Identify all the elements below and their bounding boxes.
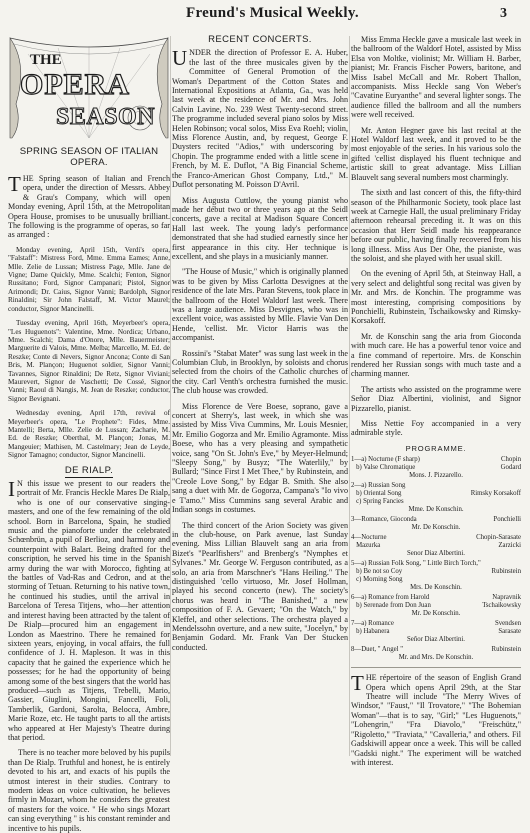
- concert-paragraph: The third concert of the Arion Society was given in the club-house, on Park avenue, last Sunday evening. Miss Lillian Blauvelt sang an aria from Bizet's "Pearlfishers" and Brenberg's "Nymphes et Sylvanes." Mr. George W. Ferguson contributed, as a solo, an aria from Marschner's "Hans Heiling." The distinguished 'cello virtuoso, Mr. Josef Hollman, played his second concerto (new). The society's chorus was heard in "The Banished," a new composition of F. A. Gevaert; "On the Watch," by Kleffel, and other selections. The orchestra played a Mendelssohn overture, and a new suite, "Jocelyn," by Benjamin Godard. Mr. Frank Van Der Stucken conducted.: [172, 520, 348, 652]
- concert-text: NDER the direction of Professor E. A. Huber, the last of the three musicales given by the Committee of General Promotion of the Woman's Department of the Cotton States and International Expositions at Atlanta, Ga., was held last week at the residence of Mr. and Mrs. John Calvin Lavine, No. 239 West Twenty-second street. The programme included several piano solos by Miss Helen Robinson; vocal solos, Miss Eva Roehl; violin, Miss Florence Austin, and, by request, George F. Duysters recited "Adios," with underscoring by Chopin. The programme ended with a little scene in French, by M. E. Duflot, "A Big Financial Scheme, the Franco-American Ghost Company, Ltd.," M. Duflot personating M. Poisson D'Avril.: [172, 48, 348, 190]
- composer-name: Ponchielli: [493, 516, 521, 524]
- programme-item: [351, 646, 521, 662]
- concert-paragraph: Miss Emma Heckle gave a musicale last week in the ballroom of the Waldorf Hotel, assisted by Miss Elsa von Moltke, violinist; Mr. William H. Barber, pianist; Mr. Francis Fischer Powers, baritone, and Miss Isabel McCall and Mr. Robert Thallon, accompanists. Miss Heckle sang Von Weber's "Cavatine Euryanthe" and several lighter songs. The audience filled the ballroom and all the numbers were well received.: [351, 35, 521, 120]
- programme-title: PROGRAMME.: [405, 443, 467, 453]
- dropcap: T: [8, 172, 21, 196]
- opera-season-text: HE répertoire of the season of English Grand Opera which opens April 29th, at the Star Theatre will include "The Merry Wives of Windsor," "Faust," "Il Trovatore," "The Bohemian Woman"—that is to say, "Girl;" "Les Huguenots," "Lohengrin," "Fra Diavolo," "Freischütz," "Rigoletto," "Traviata," "Cavalleria," and others. Fil Gadskiwill appear once a week. This will be called "Gadski night." The experiment will be watched with interest.: [351, 673, 521, 767]
- piece-title: 7—a) Romance: [351, 620, 394, 628]
- logo-text-season: SEASON: [56, 104, 156, 130]
- logo-text-the: THE: [30, 52, 62, 68]
- piece-title: 3—Romance, Gioconda: [351, 516, 417, 524]
- composer-name: Rubinstein: [491, 568, 521, 576]
- piece-title: c) Morning Song: [351, 576, 403, 584]
- column-middle: [172, 32, 348, 760]
- piece-title: 2—a) Russian Song: [351, 482, 406, 490]
- performer-name: Mr. De Konschin.: [411, 610, 461, 618]
- concert-paragraph: "The House of Music," which is originally planned was to be given by Miss Carlotta Desvignes at the residence of the late Mrs. Paran Stevens, took place in the ballroom of the Hotel Waldorf last week. There was a large audience. Miss Desvignes, who was in excellent voice, was assisted by Mlle. Flavie Van Den Hende, 'cellist. Mr. Victor Harris was the accompanist.: [172, 267, 348, 343]
- derialp-text-1: N this issue we present to our readers the portrait of Mr. Francis Heckle Mares De Rialp, who is one of our conservative singing-masters, and one of the few remaining of the old school. Born in Barcelona, Spain, he studied music and the pianoforte under the celebrated Schœnbrün, a pupil of Berlioz, and harmony and counterpoint with Balart. Being drafted for the conscription, he served his time in the Spanish army during the war with Morocco, fighting at the battles of Vad-Ras and Cedron, and at the storming of Tetuan. Returning to his native town, he continued his studies, until the arrival in Barcelona of Teresa Titjens, who—her attention and interest having been attracted by the talent of De Rialp—procured him an engagement in London as Maestrino. There he remained for sixteen years, enjoying, in vocal affairs, the full confidence of J. H. Mapleson. It was in this capacity that he gained the experience which he possesses; for he had the opportunity of being among some of the best singers that the world has produced—such as Titjens, Trebelli, Mario, Gassier, Giuglini, Mongini, Fancelli, Foli, Tamberlik, Gardoni, Sarolta, Belocca, Ambre, Marie Roze, etc. He taught parts to all the artists who appeared at Her Majesty's Theatre during that period.: [8, 479, 170, 742]
- piece-title: 5—a) Russian Folk Song, " Little Birch Torch,": [351, 560, 481, 568]
- programme-item: [351, 534, 521, 558]
- programme-piece: [351, 498, 521, 506]
- programme-piece: [351, 646, 521, 654]
- programme-piece: [351, 560, 521, 568]
- tuesday-cast: Tuesday evening, April 16th, Meyerbeer's opera, "Les Huguenots": Valentine, Mme. Nordica; Urbano, Mme. Scalchi; Dama d'Onore, Mlle. Bauermeister; Marguerite di Valois, Mme. Melba; Marcello, M. Ed. de Reszke; Conte di Nevers, Signor Ancona; Conte di San Bris, M. Plançon; Huguenot soldier, Signor Vanni; Tavannes, Signor Rinaldini; De Retz, Signor Viviani; Maurevert, Signor de Vaschetti; De Cossé, Signor Vanni; Raoul di Nangis, M. Jean de Reszke; conductor, Signor Bevignani.: [8, 319, 170, 403]
- concert-paragraph: Miss Florence de Vere Boese, soprano, gave a concert at Sherry's, last week, in which she was assisted by Miss Viva Cummins, Mr. Louis Mesnier, Mr. Emilio Gogorza and Mr. Emilio Agramonte. Miss Boese, who has a very pleasing and sympathetic voice, sang "On St. John's Eve," by Meyer-Helmund; "Sleepy Song," by Busyz; "The Waterlily," by Bullard; "Since First I Met Thee," by Rubinstein, and "Creole Love Song," by Edgar B. Smith. She also sang a duet with Mr. de Gogorza, Campana's "Io vivo e T'amo." Miss Cummins sang several Arabic and Indian songs in costumes.: [172, 401, 348, 515]
- concert-paragraph: The sixth and last concert of this, the fifty-third season of the Philharmonic Society, took place last week at Carnegie Hall, the usual preliminary Friday afternoon rehearsal preceding it. It was on this occasion that Herr Seidl made his reappearance before our public, having finally recovered from his long illness. Miss Aus Der Ohe, the pianiste, was the soloist, and she played with her usual skill.: [351, 188, 521, 263]
- performer-name: Mons. J. Pizzarello.: [409, 472, 463, 480]
- composer-name: Godard: [500, 464, 521, 472]
- piece-title: b) Habanera: [351, 628, 390, 636]
- programme-piece: [351, 568, 521, 576]
- opera-season-illustration: [8, 34, 170, 142]
- composer-name: Chopin-Sarasate: [476, 534, 521, 542]
- page-number: 3: [500, 6, 507, 21]
- derialp-paragraph-1: [8, 479, 170, 742]
- programme-list: [351, 456, 521, 662]
- logo-text-opera: OPERA: [20, 68, 130, 101]
- programme-item: [351, 594, 521, 618]
- performer-name: Mrs. De Konschin.: [410, 584, 462, 592]
- programme-item: [351, 482, 521, 514]
- programme-item: [351, 516, 521, 532]
- programme-item: [351, 620, 521, 644]
- concert-paragraph: Mr. de Konschin sang the aria from Gioconda with much care. He has a powerful tenor voice and a fine command of repertoire. Mrs. de Konschin rendered her Russian songs with much taste and a charming manner.: [351, 331, 521, 379]
- composer-name: Sarasate: [498, 628, 521, 636]
- intro-text: HE Spring season of Italian and French opera, under the direction of Messrs. Abbey & Grau's Company, which will open Monday evening, April 15th, at the Metropolitan Opera House, promises to be unusually brilliant. The following is the programme of operas, so far as arranged :: [8, 174, 170, 240]
- performer-name: Mr. De Konschin.: [411, 524, 461, 532]
- concert-paragraph: On the evening of April 5th, at Steinway Hall, a very select and delightful song recital was given by Mr. and Mrs. de Konchin. The programme was most interesting, comprising compositions by Ponchielli, Rubinstein, Tschaikowsky and Rimsky-Korsakoff.: [351, 269, 521, 326]
- programme-piece: [351, 620, 521, 628]
- piece-title: 4—Nocturne: [351, 534, 387, 542]
- programme-item: [351, 456, 521, 480]
- piece-title: b) Serenade from Don Juan: [351, 602, 431, 610]
- season-heading: SPRING SEASON OF ITALIAN OPERA.: [19, 146, 159, 168]
- concert-paragraph: [172, 48, 348, 189]
- concert-paragraph: Miss Nettie Foy accompanied in a very admirable style.: [351, 419, 521, 438]
- programme-piece: [351, 576, 521, 584]
- composer-name: Tschaikowsky: [482, 602, 521, 610]
- wednesday-cast: Wednesday evening, April 17th, revival of Meyerbeer's opera, "Le Prophete": Fides, Mme. Mantelli; Berta, Mlle. Zelie de Lussan; Zacharie, M. Ed. de Reszke; Oberthal, M. Plançon; Jonas, M. Mangeuier; Mathisen, M. Castelmary; Jean de Leyde, Signor Tamagno; conductor, Signor Mancinelli.: [8, 409, 170, 460]
- programme-piece: [351, 456, 521, 464]
- programme-piece: [351, 602, 521, 610]
- performer-name: Mme. De Konschin.: [408, 506, 464, 514]
- composer-name: Rubinstein: [491, 646, 521, 654]
- dropcap: U: [172, 46, 188, 71]
- derialp-heading-text: DE RIALP.: [64, 464, 114, 476]
- composer-name: Zarzicki: [498, 542, 521, 550]
- piece-title: 1—a) Nocturne (F sharp): [351, 456, 420, 464]
- piece-title: b) Be not so Coy: [351, 568, 403, 576]
- derialp-paragraph-2: There is no teacher more beloved by his pupils than De Rialp. Truthful and honest, he is entirely devoted to his art, and exacts of his pupils the utmost interest in their studies. Contrary to modern ideas on voice cultivation, he believes firmly in Mozart, whom he considers the greatest of masters for the voice. " He who sings Mozart can sing everything " is his constant reminder and incentive to his pupils.: [8, 748, 170, 833]
- programme-piece: [351, 516, 521, 524]
- programme-piece: [351, 482, 521, 490]
- piece-title: 6—a) Romance from Harold: [351, 594, 430, 602]
- piece-title: Mazurka: [351, 542, 381, 550]
- programme-piece: [351, 534, 521, 542]
- dropcap: I: [8, 477, 15, 501]
- column-divider: [170, 36, 171, 756]
- recent-concerts-heading: RECENT CONCERTS.: [208, 34, 312, 45]
- piece-title: 8—Duet, " Angel ": [351, 646, 403, 654]
- piece-title: b) Valse Chromatique: [351, 464, 416, 472]
- performer-name: Mr. and Mrs. De Konschin.: [398, 654, 474, 662]
- composer-name: Svendsen: [494, 620, 521, 628]
- programme-piece: [351, 628, 521, 636]
- composer-name: Chopin: [500, 456, 521, 464]
- performer-name: Señor Diaz Albertini.: [407, 636, 465, 644]
- dropcap: T: [351, 671, 364, 696]
- piece-title: c) Spring Fancies: [351, 498, 404, 506]
- programme-piece: [351, 542, 521, 550]
- page-header: [0, 0, 530, 34]
- column-left: [8, 32, 170, 833]
- programme-piece: [351, 464, 521, 472]
- composer-name: Rimsky Korsakoff: [470, 490, 521, 498]
- concert-paragraph: Rossini's "Stabat Mater" was sung last week in the Columbian Club, in Brooklyn, by soloists and chorus selected from the choirs of the Catholic churches of the city. Carl Venth's orchestra furnished the music. The club house was crowded.: [172, 348, 348, 396]
- publication-title: Freund's Musical Weekly.: [186, 5, 359, 21]
- concert-paragraph: The artists who assisted on the programme were Señor Diaz Albertini, violinist, and Signor Pizzarello, pianist.: [351, 384, 521, 413]
- piece-title: b) Oriental Song: [351, 490, 402, 498]
- column-divider: [349, 36, 350, 756]
- programme-piece: [351, 594, 521, 602]
- concert-paragraph: Mr. Anton Hegner gave his last recital at the Hotel Waldorf last week, and it proved to be the most enjoyable of the series. In his various solo the gifted 'cellist displayed his fluent technique and artistic skill to great advantage. Miss Lillian Blauvelt sang several numbers most charmingly.: [351, 125, 521, 182]
- monday-cast: Monday evening, April 15th, Verdi's opera, "Falstaff": Mistress Ford, Mme. Emma Eames; Anne, Mlle. Zelie de Lussan; Mistress Page, Mlle. Jane de Vigne; Dame Quickly, Mme. Scalchi; Fenton, Signor Russitano; Ford, Signor Campanari; Pistol, Signor Arimondi; Dr. Caius, Signor Vanni; Bardolph, Signor Rinaldini; Sir John Falstaff, M. Victor Maurel; conductor, Signor Mancinelli.: [8, 245, 170, 313]
- concert-paragraph: Miss Augusta Cuttlow, the young pianist who made her début two or three years ago at the Seidl concerts, gave a recital at Madison Square Concert Hall last week. The young lady's performance demonstrated that she had studied earnestly since her first appearance in this city. Her technique is excellent, and she plays in a musicianly manner.: [172, 195, 348, 261]
- derialp-heading: [8, 466, 170, 475]
- opera-season-logo: [8, 34, 170, 142]
- divider: [351, 667, 521, 668]
- column-right: [351, 32, 521, 767]
- opera-season-paragraph: [351, 673, 521, 767]
- composer-name: Napravnik: [492, 594, 521, 602]
- performer-name: Senor Diaz Albertini.: [407, 550, 465, 558]
- programme-piece: [351, 490, 521, 498]
- programme-item: [351, 560, 521, 592]
- intro-paragraph: [8, 174, 170, 240]
